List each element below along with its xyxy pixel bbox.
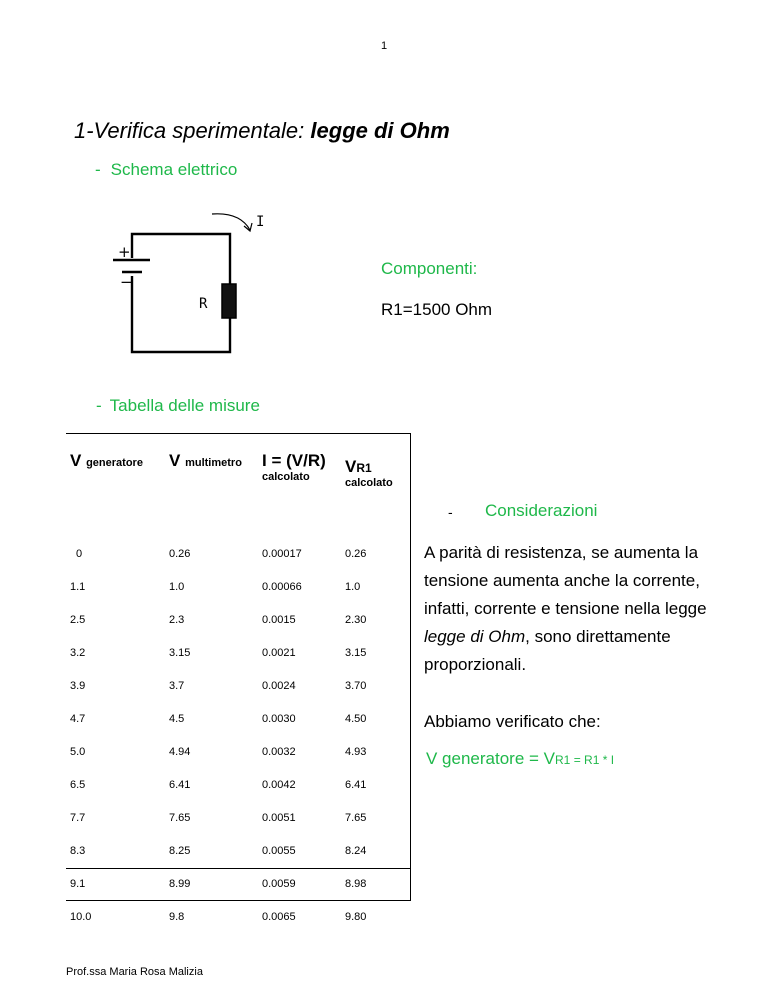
table-cell: 8.24 bbox=[345, 844, 367, 857]
page-title bbox=[74, 118, 450, 144]
table-cell: 4.7 bbox=[70, 712, 86, 725]
table-cell: 9.1 bbox=[70, 877, 86, 890]
table-row bbox=[66, 801, 411, 834]
table-row bbox=[66, 537, 411, 570]
considerations-paragraph: A parità di resistenza, se aumenta la tensione aumenta anche la corrente, infatti, corrente e tensione nella legge legge di Ohm, sono direttamente proporzionali. bbox=[424, 543, 707, 674]
resistor-label: R bbox=[199, 296, 208, 312]
section-table-dash: - bbox=[96, 396, 102, 415]
circuit-diagram bbox=[100, 200, 280, 360]
table-cell: 0.0059 bbox=[262, 877, 296, 890]
table-cell: 3.15 bbox=[169, 646, 191, 659]
table-cell: 5.0 bbox=[70, 745, 86, 758]
table-cell: 3.7 bbox=[169, 679, 185, 692]
table-row bbox=[66, 570, 411, 603]
table-cell: 0.0051 bbox=[262, 811, 296, 824]
table-cell: 10.0 bbox=[70, 910, 92, 923]
table-row bbox=[66, 768, 411, 801]
table-cell: 0.0065 bbox=[262, 910, 296, 923]
current-label: I bbox=[256, 214, 265, 230]
considerations-dash: - bbox=[448, 504, 453, 520]
table-cell: 0.0021 bbox=[262, 646, 296, 659]
table-cell: 7.7 bbox=[70, 811, 86, 824]
table-cell: 6.5 bbox=[70, 778, 86, 791]
table-cell: 3.2 bbox=[70, 646, 86, 659]
table-header-row bbox=[66, 433, 411, 537]
formula: V generatore = VR1 = R1 * I bbox=[426, 749, 615, 768]
table-cell: 0.0042 bbox=[262, 778, 296, 791]
header-current: I = (V/R) calcolato bbox=[262, 451, 326, 483]
section-schema bbox=[95, 160, 237, 180]
table-row bbox=[66, 900, 411, 933]
table-cell: 0 bbox=[76, 547, 83, 560]
section-table-label: Tabella delle misure bbox=[109, 396, 260, 415]
table-row bbox=[66, 867, 411, 900]
table-cell: 0.00017 bbox=[262, 547, 302, 560]
table-cell: 0.0032 bbox=[262, 745, 296, 758]
considerations-label: Considerazioni bbox=[485, 501, 598, 520]
table-cell: 3.15 bbox=[345, 646, 367, 659]
resistor bbox=[222, 284, 236, 318]
table-cell: 0.0024 bbox=[262, 679, 296, 692]
table-cell: 0.26 bbox=[345, 547, 367, 560]
table-cell: 9.8 bbox=[169, 910, 185, 923]
section-table bbox=[96, 396, 260, 416]
table-row bbox=[66, 702, 411, 735]
table-cell: 2.5 bbox=[70, 613, 86, 626]
table-cell: 2.3 bbox=[169, 613, 185, 626]
table-cell: 0.26 bbox=[169, 547, 191, 560]
footer-author: Prof.ssa Maria Rosa Malizia bbox=[66, 966, 203, 978]
table-cell: 2.30 bbox=[345, 613, 367, 626]
table-cell: 8.25 bbox=[169, 844, 191, 857]
title-bold: legge di Ohm bbox=[310, 118, 450, 143]
table-row bbox=[66, 735, 411, 768]
header-v-generatore: V generatore bbox=[70, 451, 143, 470]
table-cell: 8.98 bbox=[345, 877, 367, 890]
table-cell: 1.0 bbox=[169, 580, 185, 593]
page-number: 1 bbox=[380, 40, 388, 52]
title-prefix: 1-Verifica sperimentale: bbox=[74, 118, 311, 143]
table-cell: 6.41 bbox=[345, 778, 367, 791]
components-label: Componenti: bbox=[381, 259, 478, 278]
table-row bbox=[66, 603, 411, 636]
table-row bbox=[66, 636, 411, 669]
table-cell: 3.9 bbox=[70, 679, 86, 692]
verified-statement: Abbiamo verificato che: bbox=[424, 712, 601, 731]
italic-law: legge di Ohm bbox=[424, 627, 526, 646]
components-value: R1=1500 Ohm bbox=[381, 300, 493, 319]
table-cell: 0.0055 bbox=[262, 844, 296, 857]
table-cell: 0.0030 bbox=[262, 712, 296, 725]
header-v-multimetro: V multimetro bbox=[169, 451, 242, 470]
table-cell: 6.41 bbox=[169, 778, 191, 791]
minus-sign: − bbox=[120, 273, 133, 291]
table-cell: 4.94 bbox=[169, 745, 191, 758]
table-cell: 7.65 bbox=[345, 811, 367, 824]
table-row bbox=[66, 834, 411, 867]
table-cell: 4.93 bbox=[345, 745, 367, 758]
table-cell: 9.80 bbox=[345, 910, 367, 923]
table-cell: 8.99 bbox=[169, 877, 191, 890]
table-cell: 4.50 bbox=[345, 712, 367, 725]
table-cell: 1.1 bbox=[70, 580, 86, 593]
table-cell: 8.3 bbox=[70, 844, 86, 857]
header-vr1: VR1 calcolato bbox=[345, 457, 393, 489]
table-row bbox=[66, 669, 411, 702]
table-cell: 0.00066 bbox=[262, 580, 302, 593]
section-schema-label: Schema elettrico bbox=[110, 160, 238, 179]
section-schema-dash: - bbox=[95, 160, 101, 179]
measurements-table bbox=[66, 433, 411, 933]
table-cell: 4.5 bbox=[169, 712, 185, 725]
table-cell: 0.0015 bbox=[262, 613, 296, 626]
plus-sign: + bbox=[118, 243, 131, 261]
table-cell: 1.0 bbox=[345, 580, 361, 593]
table-cell: 3.70 bbox=[345, 679, 367, 692]
table-cell: 7.65 bbox=[169, 811, 191, 824]
